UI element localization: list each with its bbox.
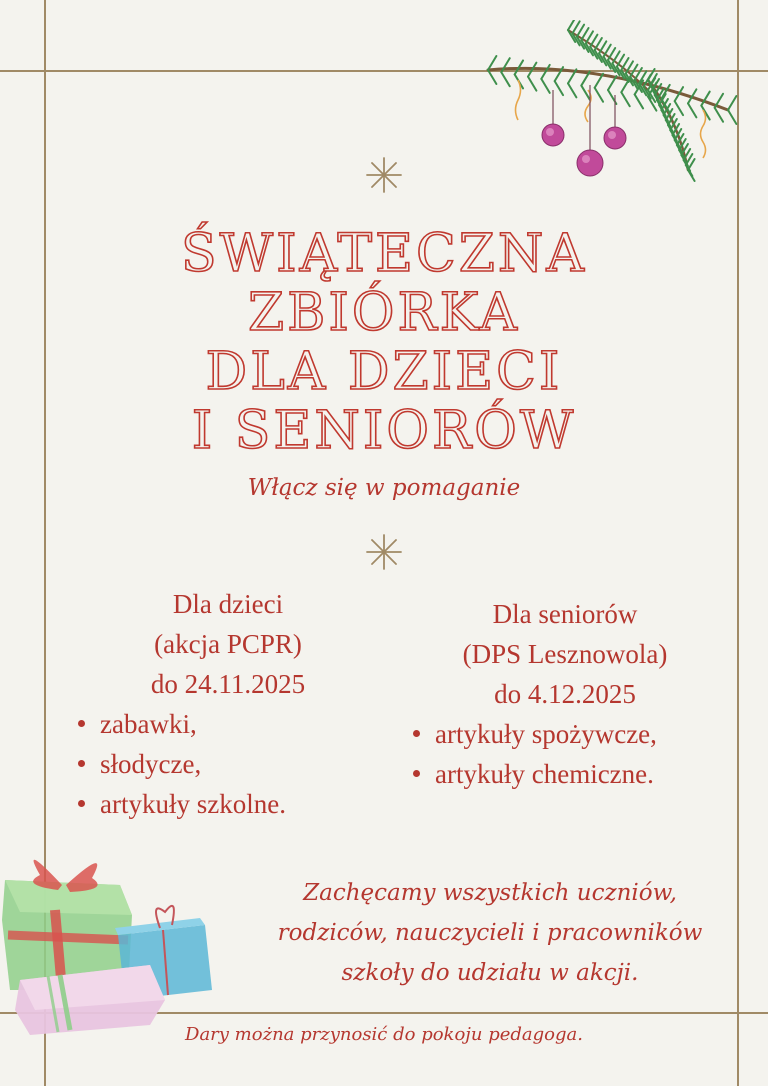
title-line-1: ŚWIĄTECZNA — [181, 224, 587, 284]
asterisk-star-icon — [364, 155, 404, 195]
invite-line-3: szkoły do udziału w akcji. — [341, 960, 639, 986]
poster-title — [0, 225, 768, 461]
children-heading-2: (akcja PCPR) — [154, 629, 302, 659]
title-line-2: ZBIÓRKA — [248, 283, 520, 343]
invite-line-1: Zachęcamy wszystkich uczniów, — [303, 880, 677, 906]
list-item: artykuły chemiczne. — [410, 754, 730, 794]
list-item: artykuły spożywcze, — [410, 714, 730, 754]
children-section — [75, 584, 375, 824]
seniors-heading-2: (DPS Lesznowola) — [462, 639, 668, 669]
title-line-3: DLA DZIECI — [205, 342, 563, 402]
list-item: artykuły szkolne. — [75, 784, 375, 824]
footer-note: Dary można przynosić do pokoju pedagoga. — [185, 1024, 583, 1045]
list-item: słodycze, — [75, 744, 375, 784]
seniors-heading-3: do 4.12.2025 — [494, 679, 636, 709]
seniors-heading-1: Dla seniorów — [492, 599, 638, 629]
list-item: zabawki, — [75, 704, 375, 744]
pine-branch-ornaments — [478, 20, 738, 190]
asterisk-star-icon — [364, 532, 404, 572]
children-heading-1: Dla dzieci — [172, 589, 284, 619]
subtitle: Włącz się w pomaganie — [247, 475, 521, 501]
invite-line-2: rodziców, nauczycieli i pracowników — [277, 920, 703, 946]
title-line-4: I SENIORÓW — [191, 401, 577, 461]
children-heading-3: do 24.11.2025 — [150, 669, 306, 699]
gift-boxes — [0, 840, 225, 1040]
children-items-list — [75, 704, 375, 824]
seniors-items-list — [410, 714, 730, 794]
invitation-text — [240, 873, 740, 993]
seniors-section — [410, 594, 730, 794]
